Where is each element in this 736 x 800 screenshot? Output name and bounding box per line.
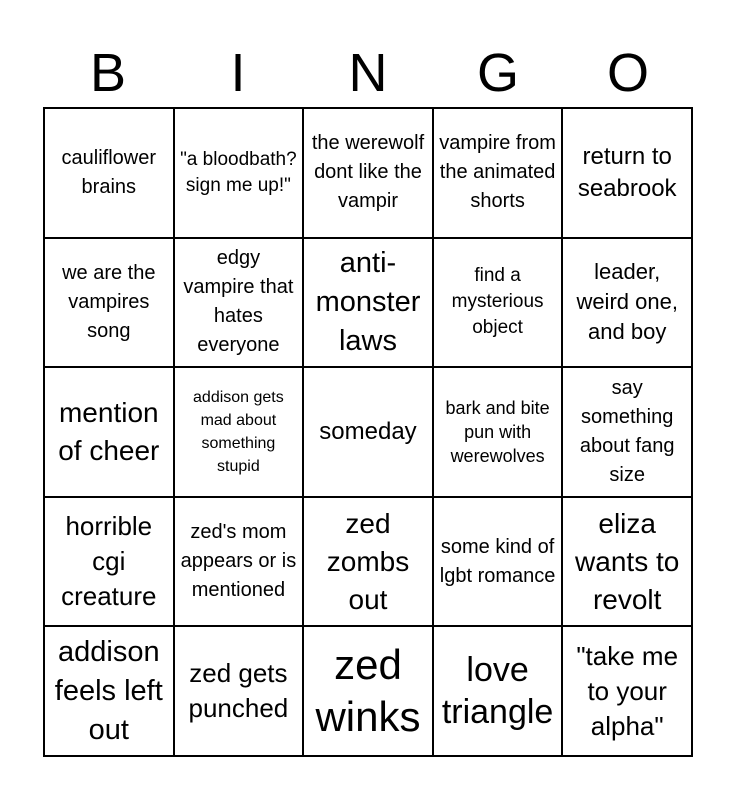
bingo-cell[interactable] <box>174 238 304 368</box>
bingo-cell-label: say something about fang size <box>579 376 675 486</box>
bingo-cell[interactable] <box>433 626 563 756</box>
bingo-cell-label: we are the vampires song <box>62 261 156 342</box>
bingo-cell-label: "take me to your alpha" <box>576 640 679 741</box>
bingo-cell[interactable] <box>44 238 174 368</box>
bingo-cell[interactable] <box>433 238 563 368</box>
header-letter-o: O <box>606 43 649 103</box>
bingo-cell[interactable] <box>174 367 304 497</box>
bingo-cell-label: cauliflower brains <box>61 146 157 198</box>
bingo-cell[interactable] <box>433 108 563 238</box>
bingo-cell[interactable] <box>174 108 304 238</box>
header-letter-b: B <box>89 43 127 103</box>
bingo-cell[interactable] <box>303 367 433 497</box>
bingo-cell[interactable] <box>44 367 174 497</box>
bingo-cell-label: mention of cheer <box>58 396 160 466</box>
bingo-cell[interactable] <box>44 108 174 238</box>
bingo-header <box>43 38 693 108</box>
bingo-cell-label: the werewolf dont like the vampir <box>311 132 425 213</box>
bingo-cell-label: zed gets punched <box>188 658 289 724</box>
bingo-cell-label: love triangle <box>441 651 554 732</box>
bingo-cell-label: some kind of lgbt romance <box>439 535 556 587</box>
header-letter-g: G <box>476 43 519 103</box>
header-letter-n: N <box>348 43 388 103</box>
bingo-cell[interactable] <box>303 238 433 368</box>
bingo-cell-label: anti-monster laws <box>315 246 421 357</box>
bingo-cell[interactable] <box>562 108 692 238</box>
bingo-cell[interactable] <box>174 626 304 756</box>
bingo-cell[interactable] <box>433 367 563 497</box>
bingo-cell-label: zed winks <box>315 641 421 741</box>
bingo-cell-label: addison feels left out <box>54 635 163 746</box>
bingo-cell[interactable] <box>303 108 433 238</box>
bingo-cell[interactable] <box>174 497 304 627</box>
bingo-cell-label: horrible cgi creature <box>61 511 157 612</box>
bingo-cell-label: bark and bite pun with werewolves <box>445 397 550 466</box>
bingo-cell[interactable] <box>303 497 433 627</box>
bingo-cell-label: addison gets mad about something stupid <box>193 388 284 475</box>
bingo-cell-label: someday <box>319 417 417 445</box>
bingo-cell[interactable] <box>44 497 174 627</box>
bingo-cell[interactable] <box>303 626 433 756</box>
bingo-cell-label: leader, weird one, and boy <box>576 259 678 345</box>
bingo-board <box>43 107 693 757</box>
bingo-cell-label: return to seabrook <box>577 142 677 202</box>
bingo-cell[interactable] <box>44 626 174 756</box>
bingo-cell-label: vampire from the animated shorts <box>439 132 556 213</box>
header-letter-i: I <box>230 43 246 103</box>
bingo-cell-label: zed zombs out <box>326 507 410 615</box>
bingo-cell-label: zed's mom appears or is mentioned <box>180 521 297 602</box>
bingo-cell[interactable] <box>562 497 692 627</box>
bingo-cell[interactable] <box>562 626 692 756</box>
bingo-cell-label: edgy vampire that hates everyone <box>183 247 294 357</box>
bingo-cell[interactable] <box>562 367 692 497</box>
bingo-cell-label: find a mysterious object <box>451 265 544 339</box>
bingo-cell-label: eliza wants to revolt <box>575 507 680 615</box>
bingo-cell-label: "a bloodbath? sign me up!" <box>180 148 297 196</box>
bingo-cell[interactable] <box>433 497 563 627</box>
bingo-cell[interactable] <box>562 238 692 368</box>
